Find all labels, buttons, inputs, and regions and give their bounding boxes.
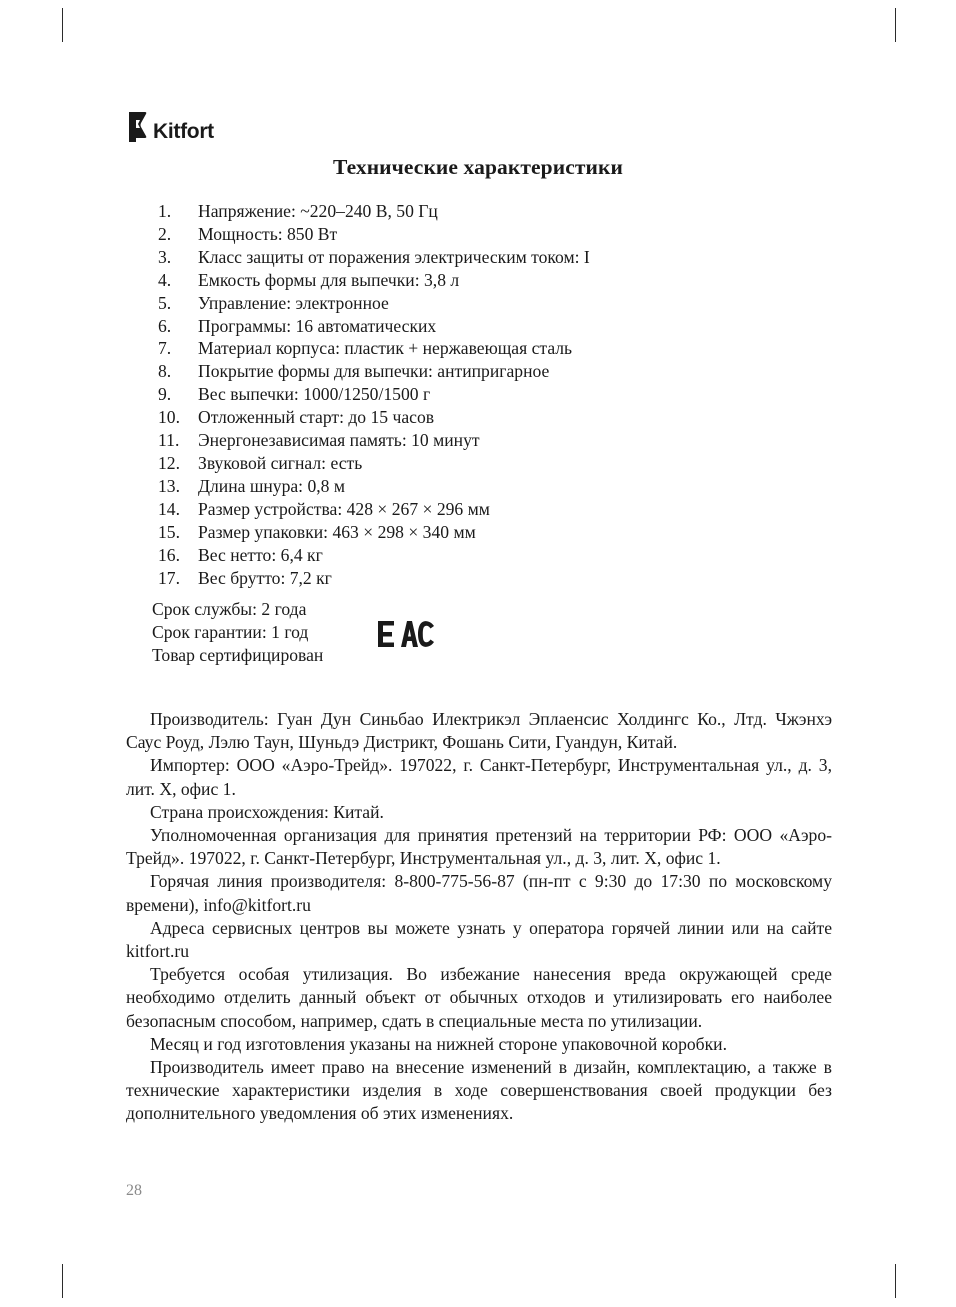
list-item-text: Звуковой сигнал: есть bbox=[198, 452, 363, 473]
eac-mark-icon bbox=[377, 617, 435, 651]
crop-mark-bottom-left bbox=[62, 1264, 63, 1298]
list-item-number: 8. bbox=[158, 361, 172, 382]
crop-mark-top-right bbox=[895, 8, 896, 42]
list-item-number: 17. bbox=[158, 567, 180, 588]
crop-mark-top-left bbox=[62, 8, 63, 42]
list-item-text: Отложенный старт: до 15 часов bbox=[198, 407, 435, 428]
list-item-number: 14. bbox=[158, 498, 180, 519]
list-item-number: 5. bbox=[158, 292, 172, 313]
paragraph-manufacture-date: Месяц и год изготовления указаны на нижней стороне упаковочной коробки. bbox=[150, 1033, 727, 1054]
list-item-number: 1. bbox=[158, 201, 172, 221]
paragraph-manufacturer: Производитель: Гуан Дун Синьбао Илектрикэл Эплаенсис Холдингс Ко., Лтд. Чжэнхэ Саус Роуд, Лэлю Таун, Шуньдэ Дистрикт, Фошань Сити, Гуандун, Китай. bbox=[126, 709, 832, 753]
list-item bbox=[152, 452, 792, 475]
list-item-number: 15. bbox=[158, 521, 180, 542]
list-item bbox=[152, 521, 792, 544]
list-item bbox=[152, 200, 792, 223]
page-title: Технические характеристики bbox=[333, 155, 623, 179]
list-item-number: 10. bbox=[158, 407, 180, 428]
list-item-number: 4. bbox=[158, 269, 172, 290]
list-item bbox=[152, 544, 792, 567]
certification-note: Товар сертифицирован bbox=[152, 644, 324, 665]
paragraph-origin: Страна происхождения: Китай. bbox=[150, 801, 384, 822]
list-item bbox=[152, 315, 792, 338]
list-item bbox=[152, 498, 792, 521]
list-item-text: Мощность: 850 Вт bbox=[198, 223, 338, 244]
list-item-text: Длина шнура: 0,8 м bbox=[198, 475, 345, 496]
list-item bbox=[152, 337, 792, 360]
list-item-number: 2. bbox=[158, 223, 172, 244]
paragraph-changes-notice: Производитель имеет право на внесение изменений в дизайн, комплектацию, а также в технические характеристики изделия в ходе совершенствования своей продукции без дополнительного уведомления об этих изменениях. bbox=[126, 1057, 832, 1124]
paragraph-authorized-org: Уполномоченная организация для принятия претензий на территории РФ: ООО «Аэро-Трейд». 197022, г. Санкт-Петербург, Инструментальная ул., д. 3, лит. Х, офис 1. bbox=[126, 825, 832, 869]
list-item-text: Управление: электронное bbox=[198, 292, 389, 313]
paragraph-service-centers: Адреса сервисных центров вы можете узнать у оператора горячей линии или на сайте kitfort.ru bbox=[126, 917, 832, 962]
list-item-number: 12. bbox=[158, 452, 180, 473]
list-item bbox=[152, 475, 792, 498]
list-item bbox=[152, 383, 792, 406]
list-item-text: Вес выпечки: 1000/1250/1500 г bbox=[198, 384, 431, 405]
service-life: Срок службы: 2 года bbox=[152, 599, 307, 619]
kitfort-flag-icon bbox=[126, 112, 148, 142]
list-item bbox=[152, 292, 792, 315]
list-item-text: Материал корпуса: пластик + нержавеющая сталь bbox=[198, 338, 573, 359]
list-item-number: 13. bbox=[158, 475, 180, 496]
paragraph-disposal: Требуется особая утилизация. Во избежание нанесения вреда окружающей среде необходимо отделить данный объект от обычных отходов и утилизировать его наиболее безопасным способом, например, сдать в специальные места по утилизации. bbox=[126, 964, 832, 1031]
list-item-text: Напряжение: ~220–240 В, 50 Гц bbox=[198, 201, 438, 221]
list-item bbox=[152, 269, 792, 292]
list-item bbox=[152, 246, 792, 269]
list-item-number: 3. bbox=[158, 246, 172, 267]
list-item-text: Емкость формы для выпечки: 3,8 л bbox=[198, 269, 460, 290]
list-item-number: 16. bbox=[158, 544, 180, 565]
paragraph-hotline: Горячая линия производителя: 8-800-775-56-87 (пн-пт с 9:30 до 17:30 по московскому времени), info@kitfort.ru bbox=[126, 871, 832, 915]
page-number: 28 bbox=[126, 1182, 142, 1199]
list-item-text: Вес брутто: 7,2 кг bbox=[198, 567, 332, 588]
list-item-number: 9. bbox=[158, 384, 172, 405]
list-item bbox=[152, 567, 792, 590]
service-info bbox=[152, 598, 323, 667]
list-item-text: Размер упаковки: 463 × 298 × 340 мм bbox=[198, 521, 476, 542]
list-item-number: 11. bbox=[158, 430, 180, 451]
list-item-number: 7. bbox=[158, 338, 172, 359]
list-item-text: Программы: 16 автоматических bbox=[198, 315, 437, 336]
crop-mark-bottom-right bbox=[895, 1264, 896, 1298]
brand-logo bbox=[126, 112, 214, 142]
list-item-text: Покрытие формы для выпечки: антипригарное bbox=[198, 361, 550, 382]
paragraph-importer: Импортер: ООО «Аэро-Трейд». 197022, г. Санкт-Петербург, Инструментальная ул., д. 3, лит. Х, офис 1. bbox=[126, 755, 832, 799]
list-item bbox=[152, 429, 792, 452]
list-item-text: Энергонезависимая память: 10 минут bbox=[198, 430, 480, 451]
list-item-text: Вес нетто: 6,4 кг bbox=[198, 544, 323, 565]
body-text bbox=[126, 708, 832, 1126]
brand-name: Kitfort bbox=[153, 119, 214, 143]
list-item-number: 6. bbox=[158, 315, 172, 336]
warranty-period: Срок гарантии: 1 год bbox=[152, 621, 309, 642]
list-item bbox=[152, 223, 792, 246]
specifications-list bbox=[152, 200, 792, 589]
list-item-text: Класс защиты от поражения электрическим током: I bbox=[198, 246, 590, 267]
list-item-text: Размер устройства: 428 × 267 × 296 мм bbox=[198, 498, 490, 519]
list-item bbox=[152, 360, 792, 383]
list-item bbox=[152, 406, 792, 429]
